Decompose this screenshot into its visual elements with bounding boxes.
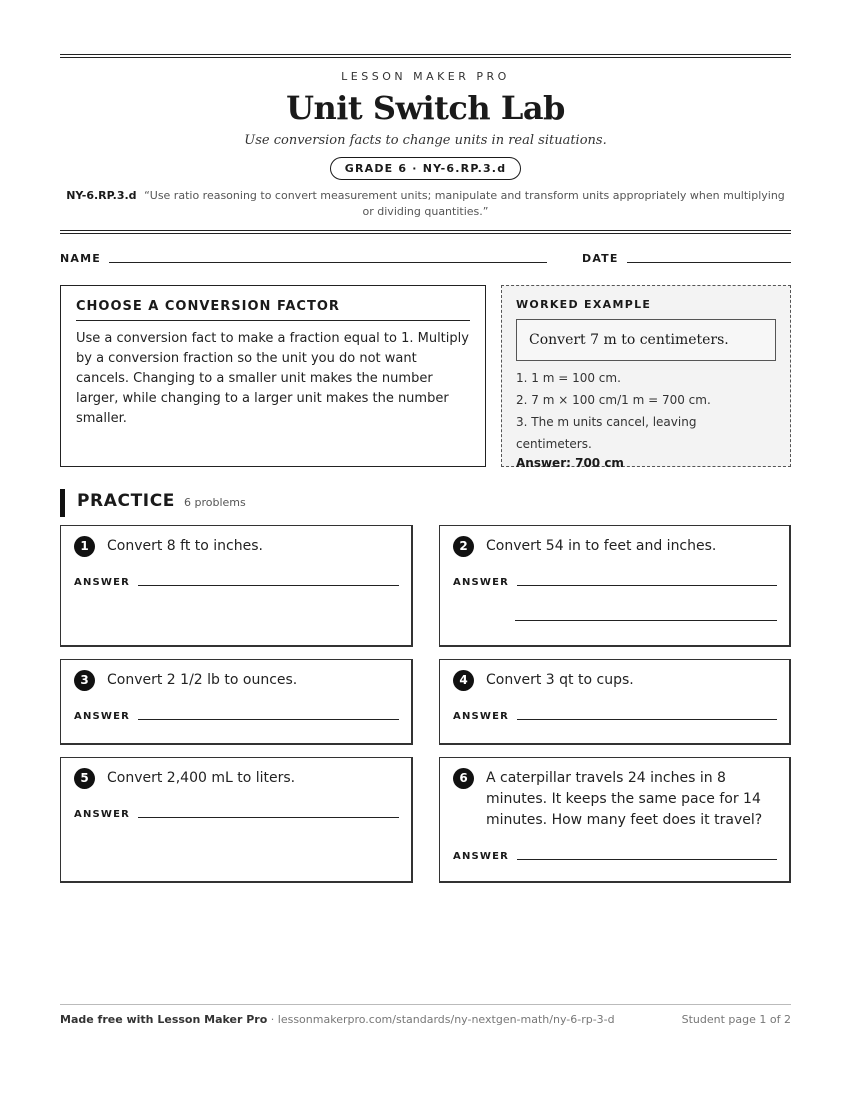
concept-box [60, 285, 486, 467]
worksheet-header [60, 58, 791, 220]
answer-line[interactable] [517, 585, 777, 586]
practice-heading [60, 489, 791, 517]
footer-page-number: Student page 1 of 2 [681, 1013, 791, 1026]
problem-grid [60, 525, 791, 883]
answer-line[interactable] [138, 817, 399, 818]
problem-number: 3 [74, 670, 95, 691]
answer-label: ANSWER [453, 711, 510, 722]
standard-description [60, 188, 791, 220]
problem-text: Convert 2 1/2 lb to ounces. [107, 672, 298, 688]
name-date-row [60, 252, 791, 265]
worked-example-label: WORKED EXAMPLE [516, 298, 652, 311]
page-footer [60, 1004, 791, 1026]
problem-text: Convert 3 qt to cups. [486, 672, 634, 688]
answer-label: ANSWER [453, 851, 510, 862]
answer-line[interactable] [517, 719, 777, 720]
name-label: NAME [60, 252, 101, 265]
answer-line[interactable] [517, 859, 777, 860]
standard-text: “Use ratio reasoning to convert measurement units; manipulate and transform units appropriately when multiplying or dividing quantities.” [144, 189, 785, 218]
worked-example-box [501, 285, 791, 470]
problem-card [439, 525, 791, 647]
concept-text: Use a conversion fact to make a fraction equal to 1. Multiply by a conversion fraction so the unit you do not want cancels. Changing to a smaller unit makes the number larger, while changing to a larger unit makes the number smaller. [76, 331, 469, 426]
standard-code: NY-6.RP.3.d [66, 189, 137, 202]
problem-card [60, 659, 413, 745]
grade-badge: GRADE 6 · NY-6.RP.3.d [330, 157, 522, 180]
worked-example-steps [516, 367, 776, 455]
worked-example-step: 2. 7 m × 100 cm/1 m = 700 cm. [516, 393, 711, 407]
answer-line[interactable] [138, 585, 399, 586]
worked-example-step: 1. 1 m = 100 cm. [516, 371, 621, 385]
date-field[interactable] [627, 262, 791, 263]
problem-text: Convert 8 ft to inches. [107, 538, 263, 554]
footer-url[interactable]: · lessonmakerpro.com/standards/ny-nextgen-math/ny-6-rp-3-d [267, 1013, 615, 1026]
page-subtitle: Use conversion facts to change units in real situations. [244, 133, 607, 148]
problem-number: 1 [74, 536, 95, 557]
worked-example-answer: Answer: 700 cm [516, 456, 624, 470]
footer-made-with: Made free with Lesson Maker Pro [60, 1013, 268, 1026]
intro-boxes [60, 285, 791, 470]
date-label: DATE [581, 252, 619, 265]
name-field[interactable] [109, 262, 547, 263]
answer-label: ANSWER [74, 809, 131, 820]
problem-number: 5 [74, 768, 95, 789]
problem-number: 4 [453, 670, 474, 691]
problem-text: Convert 54 in to feet and inches. [486, 538, 717, 554]
problem-number: 6 [453, 768, 474, 789]
worked-example-prompt: Convert 7 m to centimeters. [516, 319, 776, 361]
worked-example-step: 3. The m units cancel, leaving centimeters. [516, 415, 697, 451]
worksheet-page [60, 54, 791, 883]
answer-label: ANSWER [74, 577, 131, 588]
problem-card [439, 757, 791, 883]
problem-card [439, 659, 791, 745]
answer-line[interactable] [138, 719, 399, 720]
problem-text: Convert 2,400 mL to liters. [107, 770, 296, 786]
problem-number: 2 [453, 536, 474, 557]
answer-line-extra[interactable] [515, 620, 777, 621]
page-title: Unit Switch Lab [286, 89, 565, 127]
concept-title: CHOOSE A CONVERSION FACTOR [76, 299, 470, 321]
footer-credit [60, 1013, 615, 1026]
problem-card [60, 757, 413, 883]
answer-label: ANSWER [74, 711, 131, 722]
problem-text: A caterpillar travels 24 inches in 8 minutes. It keeps the same pace for 14 minutes. How many feet does it travel? [486, 770, 763, 828]
header-bottom-rule [60, 230, 791, 234]
brand-name: LESSON MAKER PRO [341, 70, 510, 83]
practice-title: PRACTICE [77, 491, 175, 511]
practice-count: 6 problems [184, 496, 246, 509]
problem-card [60, 525, 413, 647]
answer-label: ANSWER [453, 577, 510, 588]
